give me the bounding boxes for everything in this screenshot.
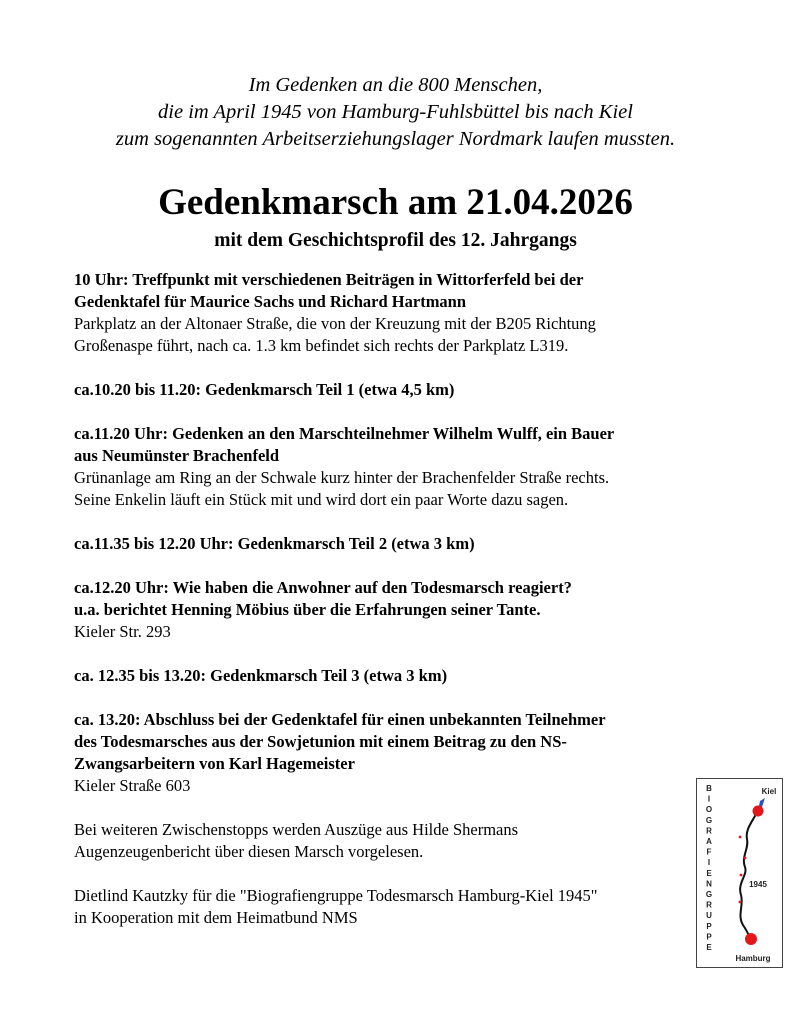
schedule-heading: ca.11.35 bis 12.20 Uhr: Gedenkmarsch Teil 2 (etwa 3 km) <box>74 534 475 553</box>
schedule-detail: Seine Enkelin läuft ein Stück mit und wird dort ein paar Worte dazu sagen. <box>74 490 569 509</box>
biografiengruppe-logo <box>696 778 783 968</box>
schedule-heading: Gedenktafel für Maurice Sachs und Richard Hartmann <box>74 292 467 311</box>
logo-letter: U <box>706 911 712 921</box>
schedule <box>74 269 734 951</box>
organizer-credit <box>74 885 734 929</box>
schedule-item-residents-reaction <box>74 577 734 643</box>
page-subtitle: mit dem Geschichtsprofil des 12. Jahrgangs <box>214 230 577 251</box>
schedule-detail: Parkplatz an der Altonaer Straße, die von der Kreuzung mit der B205 Richtung <box>74 314 596 333</box>
logo-letter: A <box>706 837 712 846</box>
schedule-heading: des Todesmarsches aus der Sowjetunion mit einem Beitrag zu den NS- <box>74 732 567 751</box>
schedule-item-march-part-2 <box>74 533 734 555</box>
schedule-item-meeting-point <box>74 269 734 357</box>
logo-letter: I <box>707 858 711 868</box>
credit-line: Dietlind Kautzky für die "Biografiengruppe Todesmarsch Hamburg-Kiel 1945" <box>74 886 598 905</box>
schedule-heading: ca.10.20 bis 11.20: Gedenkmarsch Teil 1 (etwa 4,5 km) <box>74 380 455 399</box>
schedule-detail: Großenaspe führt, nach ca. 1.3 km befindet sich rechts der Parkplatz L319. <box>74 336 569 355</box>
schedule-item-march-part-1 <box>74 379 734 401</box>
logo-letter: P <box>706 921 712 931</box>
schedule-item-closing <box>74 709 734 797</box>
dedication-line-3: zum sogenannten Arbeitserziehungslager Nordmark laufen mussten. <box>115 128 676 150</box>
logo-letter: I <box>707 794 711 804</box>
note-line: Bei weiteren Zwischenstopps werden Auszüge aus Hilde Shermans <box>74 820 519 839</box>
schedule-heading: Zwangsarbeitern von Karl Hagemeister <box>74 754 355 773</box>
hamburg-marker-icon <box>745 933 757 945</box>
schedule-detail: Kieler Straße 603 <box>74 776 191 795</box>
schedule-heading: ca.12.20 Uhr: Wie haben die Anwohner auf den Todesmarsch reagiert? <box>74 578 572 597</box>
schedule-item-wulff-memorial <box>74 423 734 511</box>
schedule-heading: aus Neumünster Brachenfeld <box>74 446 280 465</box>
logo-letter: O <box>705 805 713 815</box>
waypoint-icon <box>739 836 742 839</box>
schedule-heading: ca. 12.35 bis 13.20: Gedenkmarsch Teil 3 (etwa 3 km) <box>74 666 448 685</box>
schedule-heading: 10 Uhr: Treffpunkt mit verschiedenen Beiträgen in Wittorferfeld bei der <box>74 270 584 289</box>
route-map-graphic <box>697 779 782 967</box>
year-label: 1945 <box>749 880 767 889</box>
schedule-detail: Grünanlage am Ring an der Schwale kurz hinter der Brachenfelder Straße rechts. <box>74 468 610 487</box>
dedication-line-1: Im Gedenken an die 800 Menschen, <box>248 74 543 96</box>
readings-note <box>74 819 734 863</box>
page-title: Gedenkmarsch am 21.04.2026 <box>158 182 633 223</box>
schedule-heading: ca.11.20 Uhr: Gedenken an den Marschteilnehmer Wilhelm Wulff, ein Bauer <box>74 424 615 443</box>
logo-letter: P <box>706 932 712 942</box>
logo-letter: B <box>706 784 712 793</box>
city-label-hamburg: Hamburg <box>735 954 771 963</box>
credit-line: in Kooperation mit dem Heimatbund NMS <box>74 908 358 927</box>
dedication-line-2: die im April 1945 von Hamburg-Fuhlsbüttel bis nach Kiel <box>158 101 633 123</box>
waypoint-icon <box>744 857 747 860</box>
logo-letter: E <box>706 868 712 878</box>
schedule-detail: Kieler Str. 293 <box>74 622 171 641</box>
march-route-line <box>740 812 757 939</box>
schedule-item-march-part-3 <box>74 665 734 687</box>
schedule-heading: ca. 13.20: Abschluss bei der Gedenktafel für einen unbekannten Teilnehmer <box>74 710 606 729</box>
kiel-marker-icon <box>753 806 764 817</box>
waypoint-icon <box>739 901 742 904</box>
logo-letter: R <box>706 900 712 910</box>
logo-letter: R <box>706 826 712 836</box>
city-label-kiel: Kiel <box>761 787 777 796</box>
dedication <box>0 72 791 153</box>
note-line: Augenzeugenbericht über diesen Marsch vorgelesen. <box>74 842 424 861</box>
logo-letter: G <box>705 815 713 825</box>
logo-letter: G <box>705 890 713 899</box>
logo-letter: E <box>706 943 712 952</box>
waypoint-icon <box>740 874 743 877</box>
schedule-heading: u.a. berichtet Henning Möbius über die Erfahrungen seiner Tante. <box>74 600 541 619</box>
logo-letter: F <box>706 847 712 857</box>
logo-letter: N <box>706 879 712 889</box>
